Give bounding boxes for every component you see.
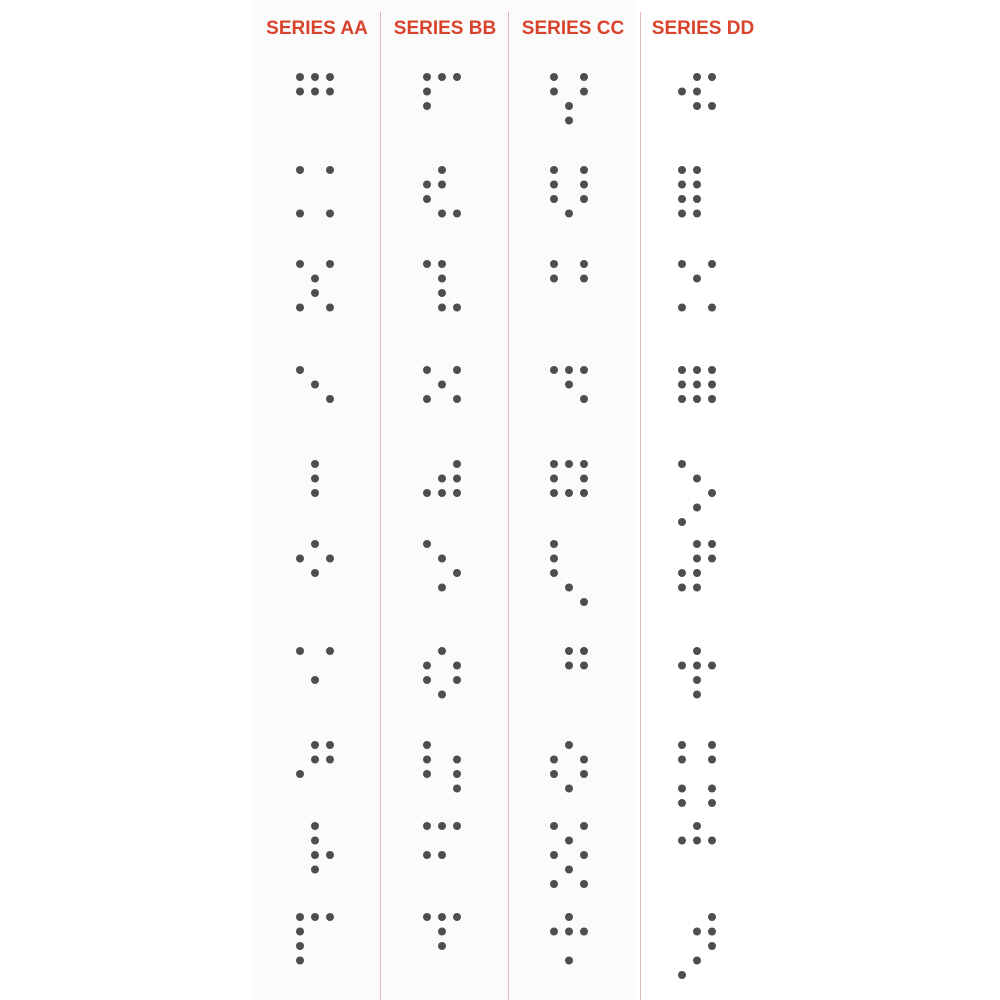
dot-pattern-dd-9 xyxy=(678,822,716,845)
dot xyxy=(678,518,686,526)
dot xyxy=(708,73,716,81)
dot xyxy=(326,210,334,218)
dot xyxy=(580,770,588,778)
dot-pattern-dd-4 xyxy=(678,366,716,403)
dot-pattern-aa-2 xyxy=(296,166,334,218)
dot xyxy=(565,785,573,793)
dot xyxy=(423,181,431,189)
dot xyxy=(565,928,573,936)
dot-pattern-cc-2 xyxy=(550,166,588,218)
dot xyxy=(326,851,334,859)
dot xyxy=(423,851,431,859)
dot xyxy=(438,304,446,312)
dot xyxy=(565,662,573,670)
dot xyxy=(693,957,701,965)
dot xyxy=(693,395,701,403)
dot xyxy=(423,770,431,778)
dot xyxy=(580,662,588,670)
dot xyxy=(693,88,701,96)
dot xyxy=(580,166,588,174)
dot xyxy=(438,275,446,283)
dot xyxy=(296,88,304,96)
dot xyxy=(438,851,446,859)
dot xyxy=(423,741,431,749)
dot xyxy=(453,822,461,830)
dot xyxy=(296,260,304,268)
dot xyxy=(296,304,304,312)
dot xyxy=(580,260,588,268)
dot-pattern-dd-6 xyxy=(678,540,716,592)
dot xyxy=(708,260,716,268)
dot xyxy=(453,366,461,374)
dot xyxy=(708,102,716,110)
dot xyxy=(678,569,686,577)
dot xyxy=(453,304,461,312)
dot xyxy=(550,275,558,283)
dot xyxy=(580,851,588,859)
dot xyxy=(580,195,588,203)
dot xyxy=(438,166,446,174)
dot-pattern-cc-7 xyxy=(565,647,588,670)
dot xyxy=(708,913,716,921)
dot xyxy=(296,647,304,655)
dot-pattern-aa-6 xyxy=(296,540,334,577)
dot xyxy=(580,88,588,96)
dot xyxy=(693,676,701,684)
dot-pattern-dd-7 xyxy=(678,647,716,699)
dot xyxy=(296,73,304,81)
dot-pattern-aa-3 xyxy=(296,260,334,312)
dot xyxy=(580,275,588,283)
dot xyxy=(693,475,701,483)
dot-pattern-bb-8 xyxy=(423,741,461,793)
dot xyxy=(438,555,446,563)
dot xyxy=(708,942,716,950)
dot xyxy=(693,540,701,548)
dot xyxy=(708,555,716,563)
dot xyxy=(453,785,461,793)
dot xyxy=(453,489,461,497)
dot xyxy=(326,88,334,96)
dot xyxy=(580,756,588,764)
dot xyxy=(693,928,701,936)
dot xyxy=(296,942,304,950)
dot xyxy=(565,102,573,110)
dot xyxy=(550,770,558,778)
dot xyxy=(438,647,446,655)
dot xyxy=(423,662,431,670)
dot xyxy=(693,647,701,655)
dot xyxy=(693,195,701,203)
dot xyxy=(580,366,588,374)
dot xyxy=(678,260,686,268)
dot xyxy=(565,647,573,655)
dot xyxy=(423,756,431,764)
dot xyxy=(678,395,686,403)
dot xyxy=(438,584,446,592)
dot xyxy=(438,181,446,189)
dot xyxy=(565,210,573,218)
dot-pattern-aa-9 xyxy=(311,822,334,874)
dot xyxy=(580,395,588,403)
dot xyxy=(565,584,573,592)
dot-pattern-cc-8 xyxy=(550,741,588,793)
dot xyxy=(550,460,558,468)
dot-pattern-cc-9 xyxy=(550,822,588,888)
dot-pattern-cc-3 xyxy=(550,260,588,283)
dot xyxy=(423,102,431,110)
dot xyxy=(423,822,431,830)
dot-pattern-cc-5 xyxy=(550,460,588,497)
dot xyxy=(580,822,588,830)
dot xyxy=(550,260,558,268)
dot xyxy=(453,210,461,218)
dot xyxy=(708,304,716,312)
dot xyxy=(550,555,558,563)
dot xyxy=(438,289,446,297)
dot xyxy=(311,475,319,483)
dot xyxy=(296,770,304,778)
dot xyxy=(423,540,431,548)
dot xyxy=(438,691,446,699)
dot xyxy=(311,822,319,830)
dot xyxy=(438,381,446,389)
dot xyxy=(678,662,686,670)
dot xyxy=(311,676,319,684)
dot xyxy=(296,210,304,218)
dot-pattern-bb-2 xyxy=(423,166,461,218)
dot xyxy=(453,460,461,468)
dot xyxy=(580,928,588,936)
dot xyxy=(565,460,573,468)
dot-pattern-bb-9 xyxy=(423,822,461,859)
dot xyxy=(550,928,558,936)
dot-pattern-bb-3 xyxy=(423,260,461,312)
dot xyxy=(708,662,716,670)
dot xyxy=(438,260,446,268)
dot xyxy=(550,88,558,96)
dot xyxy=(693,584,701,592)
series-title-cc: SERIES CC xyxy=(521,18,625,39)
dot xyxy=(708,489,716,497)
dot xyxy=(296,555,304,563)
dot xyxy=(438,822,446,830)
dot xyxy=(311,275,319,283)
dot xyxy=(580,647,588,655)
dot-pattern-cc-10 xyxy=(550,913,588,965)
dot xyxy=(693,210,701,218)
dot-pattern-aa-5 xyxy=(311,460,319,497)
dot xyxy=(326,647,334,655)
dot xyxy=(580,489,588,497)
dot xyxy=(693,504,701,512)
dot xyxy=(550,73,558,81)
dot xyxy=(296,366,304,374)
dot xyxy=(580,73,588,81)
dot xyxy=(550,880,558,888)
dot xyxy=(550,569,558,577)
dot xyxy=(438,475,446,483)
dot xyxy=(678,799,686,807)
dot xyxy=(311,741,319,749)
dot xyxy=(693,166,701,174)
dot xyxy=(693,822,701,830)
dot xyxy=(708,366,716,374)
dot xyxy=(693,555,701,563)
dot xyxy=(438,913,446,921)
dot-pattern-cc-6 xyxy=(550,540,588,606)
dot xyxy=(326,304,334,312)
dot xyxy=(580,460,588,468)
dot xyxy=(326,741,334,749)
dot xyxy=(693,569,701,577)
dot xyxy=(423,260,431,268)
dot xyxy=(678,837,686,845)
dot xyxy=(296,166,304,174)
dot xyxy=(678,741,686,749)
dot xyxy=(693,181,701,189)
dot xyxy=(453,756,461,764)
dot-pattern-dd-5 xyxy=(678,460,716,526)
dot xyxy=(423,195,431,203)
dot-pattern-dd-2 xyxy=(678,166,701,218)
dot xyxy=(565,366,573,374)
dot xyxy=(580,475,588,483)
dot xyxy=(296,928,304,936)
dot xyxy=(565,837,573,845)
dot xyxy=(693,73,701,81)
dot xyxy=(423,395,431,403)
dot-pattern-cc-1 xyxy=(550,73,588,125)
dot xyxy=(453,676,461,684)
dot xyxy=(678,756,686,764)
dot xyxy=(326,913,334,921)
dot xyxy=(708,395,716,403)
dot xyxy=(708,928,716,936)
dot xyxy=(438,942,446,950)
dot xyxy=(678,366,686,374)
dot xyxy=(550,851,558,859)
dot xyxy=(550,756,558,764)
dot xyxy=(423,366,431,374)
series-title-aa: SERIES AA xyxy=(266,18,368,39)
dot xyxy=(311,73,319,81)
dot xyxy=(678,584,686,592)
dot xyxy=(678,785,686,793)
dot-pattern-bb-10 xyxy=(423,913,461,950)
dot-pattern-dd-1 xyxy=(678,73,716,110)
dot xyxy=(423,676,431,684)
dot xyxy=(453,662,461,670)
dot xyxy=(326,73,334,81)
dot xyxy=(311,913,319,921)
dot xyxy=(311,837,319,845)
dot xyxy=(326,555,334,563)
dot xyxy=(708,381,716,389)
dot xyxy=(326,260,334,268)
dot-pattern-dd-10 xyxy=(678,913,716,979)
dot xyxy=(693,691,701,699)
dot-pattern-bb-1 xyxy=(423,73,461,110)
dot-pattern-aa-7 xyxy=(296,647,334,684)
dot xyxy=(565,117,573,125)
dot xyxy=(565,913,573,921)
dot xyxy=(453,475,461,483)
dot xyxy=(693,662,701,670)
dot-pattern-aa-8 xyxy=(296,741,334,778)
dot-pattern-bb-6 xyxy=(423,540,461,592)
dot xyxy=(438,928,446,936)
dot xyxy=(678,210,686,218)
dot-pattern-cc-4 xyxy=(550,366,588,403)
dot xyxy=(550,822,558,830)
dot xyxy=(453,395,461,403)
dot xyxy=(708,540,716,548)
dot xyxy=(311,756,319,764)
dot xyxy=(550,166,558,174)
dot xyxy=(678,181,686,189)
dot xyxy=(423,913,431,921)
dot xyxy=(708,837,716,845)
dot xyxy=(311,569,319,577)
dot xyxy=(311,88,319,96)
dot xyxy=(423,489,431,497)
series-title-bb: SERIES BB xyxy=(393,18,497,39)
dot-pattern-aa-1 xyxy=(296,73,334,96)
dot xyxy=(693,275,701,283)
dot xyxy=(693,102,701,110)
dot xyxy=(550,195,558,203)
dot xyxy=(580,880,588,888)
dot xyxy=(678,460,686,468)
dot xyxy=(311,851,319,859)
dot xyxy=(693,366,701,374)
dot xyxy=(311,866,319,874)
dot xyxy=(296,957,304,965)
dot xyxy=(678,195,686,203)
dot xyxy=(550,181,558,189)
dot-pattern-aa-4 xyxy=(296,366,334,403)
dot xyxy=(580,598,588,606)
dot xyxy=(565,381,573,389)
dot xyxy=(326,395,334,403)
dot xyxy=(565,489,573,497)
dot xyxy=(326,166,334,174)
dot xyxy=(453,770,461,778)
dot xyxy=(438,489,446,497)
dot xyxy=(296,913,304,921)
series-title-dd: SERIES DD xyxy=(651,18,755,39)
dot-pattern-dd-8 xyxy=(678,741,716,807)
dot xyxy=(423,73,431,81)
dot xyxy=(311,489,319,497)
dot xyxy=(453,73,461,81)
dot xyxy=(550,366,558,374)
dot-pattern-aa-10 xyxy=(296,913,334,965)
dot-pattern-dd-3 xyxy=(678,260,716,312)
dot xyxy=(565,957,573,965)
dot xyxy=(453,913,461,921)
dot-pattern-bb-5 xyxy=(423,460,461,497)
dot xyxy=(693,381,701,389)
dot xyxy=(565,741,573,749)
dot xyxy=(565,866,573,874)
dot xyxy=(311,460,319,468)
dot xyxy=(678,971,686,979)
dot xyxy=(708,785,716,793)
dot xyxy=(708,741,716,749)
dot xyxy=(708,799,716,807)
dot xyxy=(311,540,319,548)
dot-pattern-bb-4 xyxy=(423,366,461,403)
dot xyxy=(550,540,558,548)
dot xyxy=(693,837,701,845)
dot xyxy=(438,73,446,81)
dot xyxy=(678,381,686,389)
dot xyxy=(311,289,319,297)
dot xyxy=(580,181,588,189)
dot xyxy=(453,569,461,577)
dot xyxy=(438,210,446,218)
dot xyxy=(678,166,686,174)
dot xyxy=(311,381,319,389)
dot-pattern-bb-7 xyxy=(423,647,461,699)
dot xyxy=(423,88,431,96)
dot xyxy=(708,756,716,764)
dot xyxy=(678,88,686,96)
dot xyxy=(326,756,334,764)
dot xyxy=(550,475,558,483)
dot xyxy=(678,304,686,312)
dot xyxy=(550,489,558,497)
